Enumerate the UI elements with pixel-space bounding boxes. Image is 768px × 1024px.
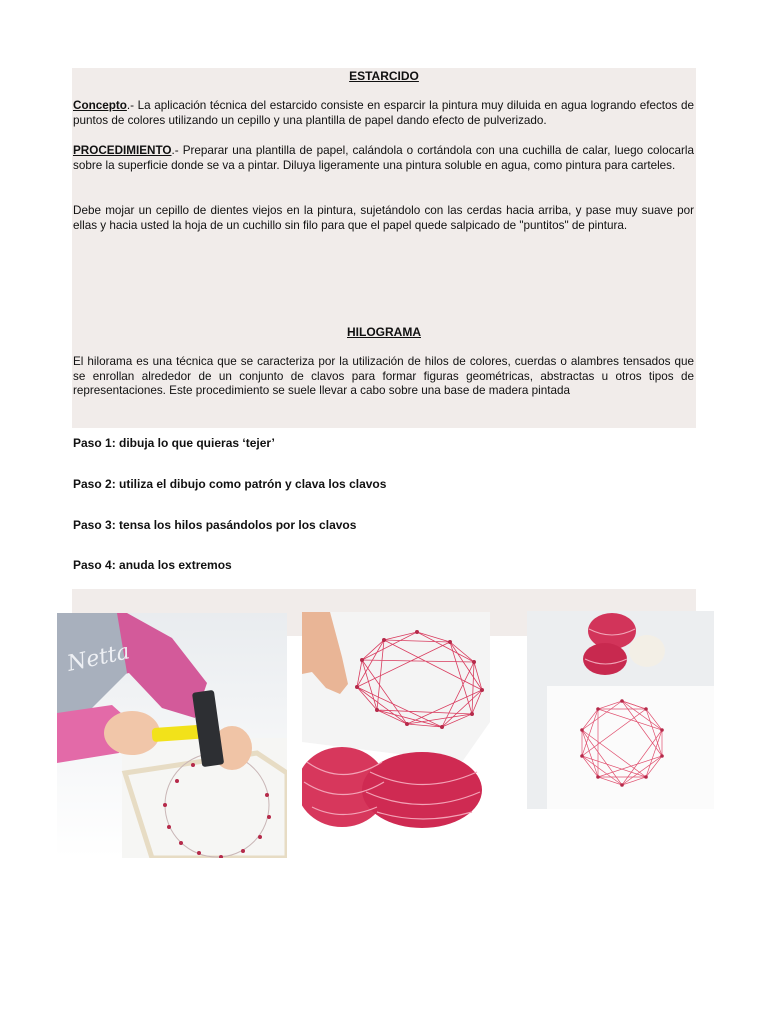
concepto-label: Concepto xyxy=(73,99,127,112)
step-1: Paso 1: dibuja lo que quieras ‘tejer’ xyxy=(73,436,275,450)
photo-child-hammering-nails xyxy=(57,613,287,858)
photo-hand-threading-nails xyxy=(302,612,490,828)
procedimiento-text: .- Preparar una plantilla de papel, calándola o cortándola con una cuchilla de calar, luego colocarla sobre la superficie donde se va a pintar. Diluya ligeramente una pintura soluble en agua, como pintura para carteles. xyxy=(73,144,694,172)
step-4: Paso 4: anuda los extremos xyxy=(73,558,232,572)
estarcido-title: ESTARCIDO xyxy=(349,69,419,83)
procedimiento-paragraph xyxy=(73,144,694,173)
hilograma-title: HILOGRAMA xyxy=(347,325,421,339)
step-3: Paso 3: tensa los hilos pasándolos por los clavos xyxy=(73,518,357,532)
concepto-paragraph xyxy=(73,99,694,128)
estarcido-instructions: Debe mojar un cepillo de dientes viejos en la pintura, sujetándolo con las cerdas hacia arriba, y pase muy suave por ellas y hacia usted la hoja de un cuchillo sin filo para que el papel quede salpicado de "puntitos" de pintura. xyxy=(73,204,694,232)
photo-finished-hilograma xyxy=(527,611,714,809)
hilograma-description: El hilorama es una técnica que se caracteriza por la utilización de hilos de colores, cuerdas o alambres tensados que se enrollan alrededor de un conjunto de clavos para formar figuras geométricas, abstractas u otros tipos de representaciones. Este procedimiento se suele llevar a cabo sobre una base de madera pintada xyxy=(73,355,694,398)
concepto-text: .- La aplicación técnica del estarcido consiste en esparcir la pintura muy diluida en agua logrando efectos de puntos de colores utilizando un cepillo y una plantilla de papel dando efecto de pulverizado. xyxy=(73,99,694,127)
sweater-lettering: Netta xyxy=(65,639,132,677)
procedimiento-label: PROCEDIMIENTO xyxy=(73,144,172,157)
step-2: Paso 2: utiliza el dibujo como patrón y clava los clavos xyxy=(73,477,387,491)
